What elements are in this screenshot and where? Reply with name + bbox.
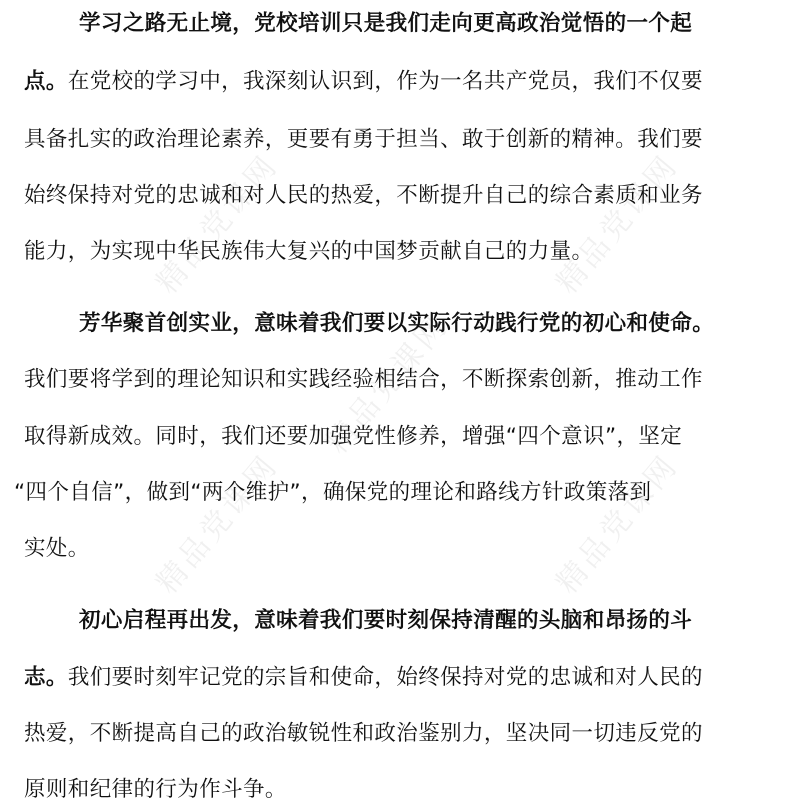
paragraph-line: “四个自信”，做到“两个维护”，确保党的理论和路线方针政策落到: [14, 480, 652, 505]
paragraph-line: [79, 310, 800, 338]
paragraph-line: 点。在党校的学习中，我深刻认识到，作为一名共产党员，我们不仅要: [24, 69, 703, 94]
bold-lead: 点。: [24, 69, 68, 94]
watermark: 精品党课网: [549, 447, 686, 601]
paragraph-line: 原则和纪律的行为作斗争。: [24, 777, 287, 802]
paragraph-line: 始终保持对党的忠诚和对人民的热爱，不断提升自己的综合素质和业务: [24, 183, 703, 208]
watermark: 精品党课网: [149, 447, 286, 601]
watermark: 精品党课网: [149, 147, 286, 301]
watermark: 精品党课网: [319, 307, 456, 461]
paragraph-line: 我们要将学到的理论知识和实践经验相结合，不断探索创新，推动工作: [24, 367, 703, 392]
paragraph-line: 具备扎实的政治理论素养，更要有勇于担当、敢于创新的精神。我们要: [24, 127, 703, 152]
bold-lead: 初心启程再出发，意味着我们要时刻保持清醒的头脑和昂扬的斗: [79, 608, 693, 633]
paragraph-line: 志。我们要时刻牢记党的宗旨和使命，始终保持对党的忠诚和对人民的: [24, 665, 703, 690]
bold-lead: 学习之路无止境，党校培训只是我们走向更高政治觉悟的一个起: [79, 11, 693, 36]
paragraph-line: [79, 10, 800, 38]
paragraph-line: [79, 607, 800, 635]
bold-lead: 志。: [24, 665, 68, 690]
paragraph-line: 热爱，不断提高自己的政治敏锐性和政治鉴别力，坚决同一切违反党的: [24, 721, 703, 746]
paragraph-line: 实处。: [24, 536, 90, 561]
watermark: 精品党课网: [549, 147, 686, 301]
bold-lead: 芳华聚首创实业，意味着我们要以实际行动践行党的初心和使命。: [79, 311, 715, 336]
paragraph-line: 取得新成效。同时，我们还要加强党性修养，增强“四个意识”，坚定: [24, 424, 683, 449]
paragraph-line: 能力，为实现中华民族伟大复兴的中国梦贡献自己的力量。: [24, 239, 594, 264]
